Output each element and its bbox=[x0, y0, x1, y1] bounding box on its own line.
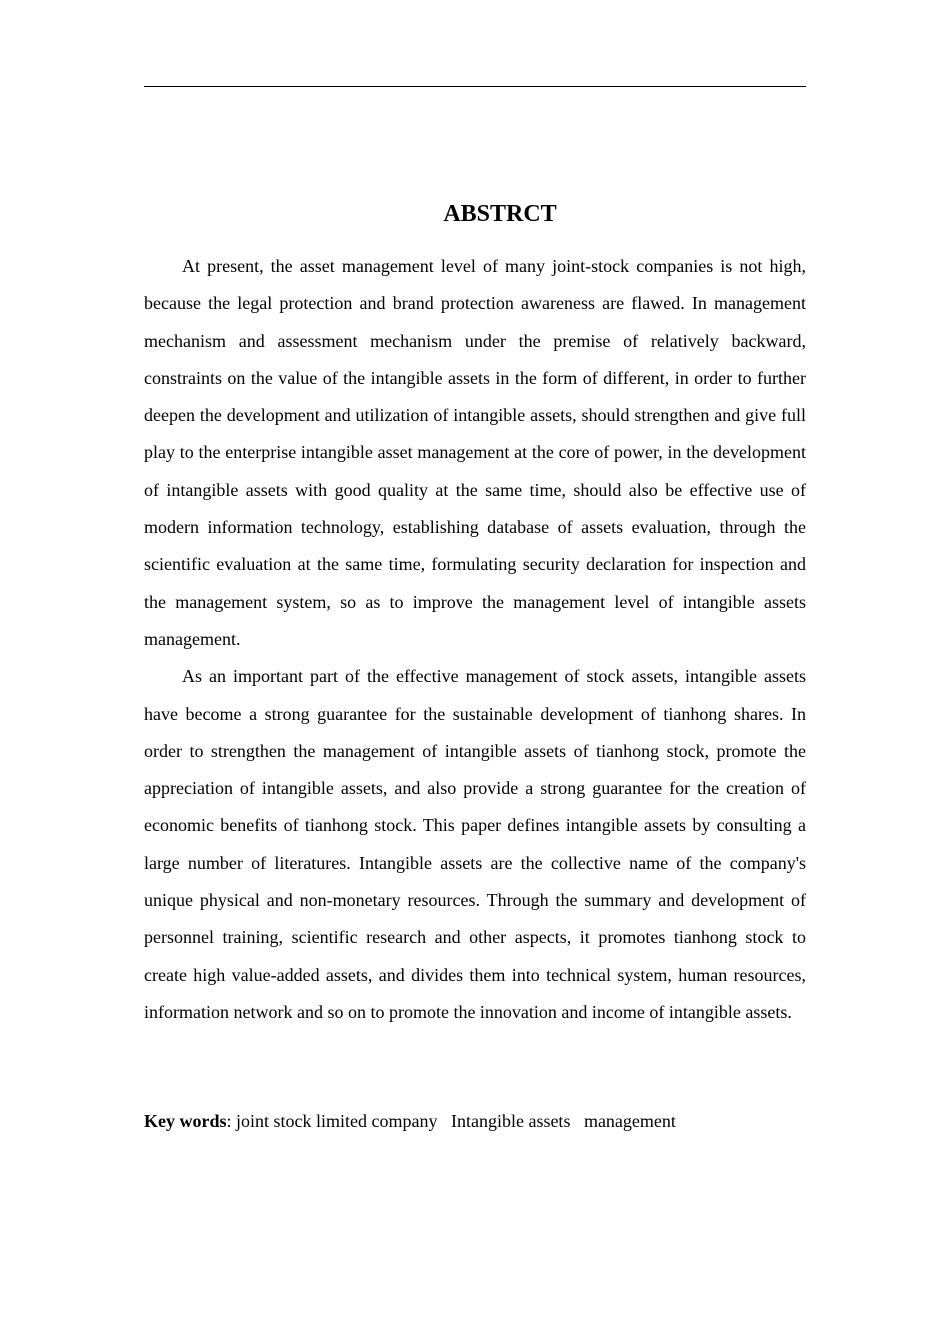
abstract-paragraph-2: As an important part of the effective management of stock assets, intangible assets have become a strong guarantee for the sustainable development of tianhong shares. In order to strengthen the management of intangible assets of tianhong stock, promote the appreciation of intangible assets, and also provide a strong guarantee for the creation of economic benefits of tianhong stock. This paper defines intangible assets by consulting a large number of literatures. Intangible assets are the collective name of the company's unique physical and non-monetary resources. Through the summary and development of personnel training, scientific research and other aspects, it promotes tianhong stock to create high value-added assets, and divides them into technical system, human resources, information network and so on to promote the innovation and income of intangible assets. bbox=[144, 666, 806, 1022]
keywords-line bbox=[144, 1106, 806, 1136]
abstract-body bbox=[144, 248, 806, 1031]
abstract-paragraph-1: At present, the asset management level of many joint-stock companies is not high, because the legal protection and brand protection awareness are flawed. In management mechanism and assessment mechanism under the premise of relatively backward, constraints on the value of the intangible assets in the form of different, in order to further deepen the development and utilization of intangible assets, should strengthen and give full play to the enterprise intangible asset management at the core of power, in the development of intangible assets with good quality at the same time, should also be effective use of modern information technology, establishing database of assets evaluation, through the scientific evaluation at the same time, formulating security declaration for inspection and the management system, so as to improve the management level of intangible assets management. bbox=[144, 256, 806, 649]
page-title: ABSTRCT bbox=[443, 201, 557, 227]
keywords-text: : joint stock limited company Intangible assets management bbox=[226, 1111, 676, 1131]
keywords-label: Key words bbox=[144, 1111, 227, 1131]
header-rule bbox=[144, 86, 806, 87]
